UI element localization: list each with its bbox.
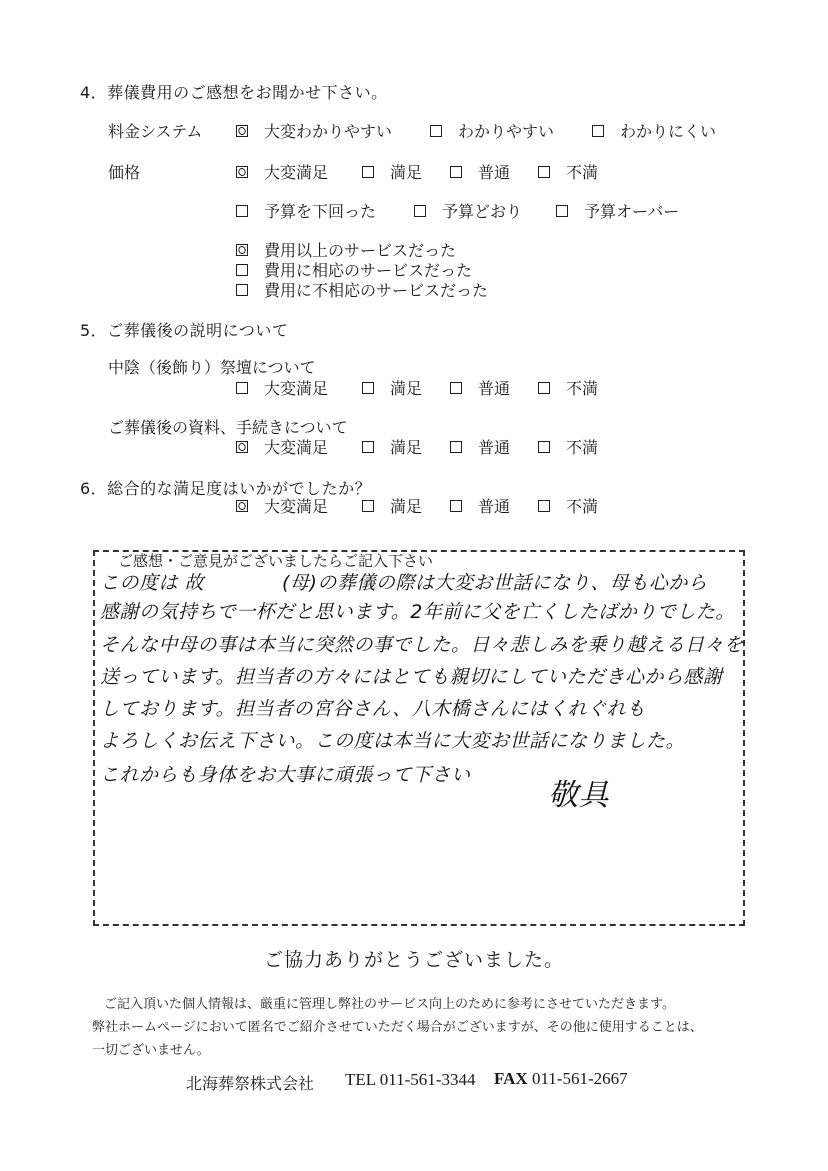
checkbox[interactable] xyxy=(362,382,374,394)
checkbox[interactable] xyxy=(236,166,248,178)
altar-label: 中陰（後飾り）祭壇について xyxy=(108,358,316,377)
checkbox[interactable] xyxy=(556,205,568,217)
fee-option-unclear[interactable]: わかりにくい xyxy=(592,119,716,142)
overall-option-very-satisfied[interactable]: 大変満足 xyxy=(236,494,328,517)
checkbox[interactable] xyxy=(236,125,248,137)
privacy-notice-line: ご記入頂いた個人情報は、厳重に管理し弊社のサービス向上のために参考にさせていただきます。 xyxy=(104,997,675,1012)
price-option-satisfied[interactable]: 満足 xyxy=(362,160,422,183)
checkbox[interactable] xyxy=(538,500,550,512)
budget-under-option[interactable]: 予算を下回った xyxy=(236,199,376,222)
overall-option-average[interactable]: 普通 xyxy=(450,494,510,517)
fee-option-clear[interactable]: わかりやすい xyxy=(430,119,554,142)
checkbox[interactable] xyxy=(450,500,462,512)
question-6-title: 6．総合的な満足度はいかがでしたか？ xyxy=(80,479,372,498)
checkbox[interactable] xyxy=(592,125,604,137)
comment-heading: ご感想・ご意見がございましたらご記入下さい xyxy=(118,552,434,570)
closing-signature: 敬具 xyxy=(548,778,609,813)
comment-line: 感謝の気持ちで一杯だと思います。2年前に父を亡くしたばかりでした。 xyxy=(100,601,735,623)
comment-line: そんな中母の事は本当に突然の事でした。日々悲しみを乗り越える日々を xyxy=(100,634,744,656)
comment-line: これからも身体をお大事に頑張って下さい xyxy=(100,764,471,786)
documents-option-very-satisfied[interactable]: 大変満足 xyxy=(236,435,328,458)
checkbox[interactable] xyxy=(236,500,248,512)
fax-label: FAX xyxy=(494,1069,528,1088)
checkbox[interactable] xyxy=(236,244,248,256)
price-option-unsatisfied[interactable]: 不満 xyxy=(538,160,598,183)
price-label: 価格 xyxy=(108,163,141,182)
checkbox[interactable] xyxy=(362,441,374,453)
checkbox[interactable] xyxy=(236,264,248,276)
checkbox[interactable] xyxy=(236,284,248,296)
fax-number: 011-561-2667 xyxy=(531,1069,628,1088)
company-fax xyxy=(494,1069,628,1089)
privacy-notice-line: 弊社ホームページにおいて匿名でご紹介させていただく場合がございますが、その他に使用することは、 xyxy=(92,1020,703,1035)
documents-label: ご葬儀後の資料、手続きについて xyxy=(108,418,348,437)
documents-option-satisfied[interactable]: 満足 xyxy=(362,435,422,458)
overall-option-unsatisfied[interactable]: 不満 xyxy=(538,494,598,517)
altar-option-satisfied[interactable]: 満足 xyxy=(362,376,422,399)
company-name: 北海葬祭株式会社 xyxy=(186,1074,315,1093)
overall-option-satisfied[interactable]: 満足 xyxy=(362,494,422,517)
checkbox[interactable] xyxy=(538,382,550,394)
company-tel: TEL 011-561-3344 xyxy=(345,1070,476,1089)
comment-line: よろしくお伝え下さい。この度は本当に大変お世話になりました。 xyxy=(100,730,686,752)
service-above-cost-option[interactable]: 費用以上のサービスだった xyxy=(236,238,456,261)
comment-line: しております。担当者の宮谷さん、八木橋さんにはくれぐれも xyxy=(100,698,646,720)
comment-line: この度は 故 (母)の葬儀の際は大変お世話になり、母も心から xyxy=(100,572,708,594)
fee-option-very-clear[interactable]: 大変わかりやすい xyxy=(236,119,392,142)
service-below-cost-option[interactable]: 費用に不相応のサービスだった xyxy=(236,278,488,301)
price-option-very-satisfied[interactable]: 大変満足 xyxy=(236,160,328,183)
checkbox[interactable] xyxy=(236,382,248,394)
checkbox[interactable] xyxy=(362,500,374,512)
altar-option-unsatisfied[interactable]: 不満 xyxy=(538,376,598,399)
comment-line: 送っています。担当者の方々にはとても親切にしていただき心から感謝 xyxy=(100,666,723,688)
altar-option-very-satisfied[interactable]: 大変満足 xyxy=(236,376,328,399)
question-4-title: 4．葬儀費用のご感想をお聞かせ下さい。 xyxy=(80,83,388,102)
checkbox[interactable] xyxy=(362,166,374,178)
documents-option-average[interactable]: 普通 xyxy=(450,435,510,458)
fee-system-label: 料金システム xyxy=(108,122,203,141)
price-option-average[interactable]: 普通 xyxy=(450,160,510,183)
question-5-title: 5．ご葬儀後の説明について xyxy=(80,321,289,340)
budget-as-planned-option[interactable]: 予算どおり xyxy=(414,199,522,222)
checkbox[interactable] xyxy=(450,441,462,453)
checkbox[interactable] xyxy=(538,166,550,178)
checkbox[interactable] xyxy=(236,205,248,217)
thanks-message: ご協力ありがとうございました。 xyxy=(264,949,565,971)
checkbox[interactable] xyxy=(450,166,462,178)
checkbox[interactable] xyxy=(430,125,442,137)
checkbox[interactable] xyxy=(538,441,550,453)
altar-option-average[interactable]: 普通 xyxy=(450,376,510,399)
privacy-notice-line: 一切ございません。 xyxy=(92,1043,210,1058)
checkbox[interactable] xyxy=(414,205,426,217)
documents-option-unsatisfied[interactable]: 不満 xyxy=(538,435,598,458)
checkbox[interactable] xyxy=(450,382,462,394)
budget-over-option[interactable]: 予算オーバー xyxy=(556,199,679,222)
checkbox[interactable] xyxy=(236,441,248,453)
service-matching-cost-option[interactable]: 費用に相応のサービスだった xyxy=(236,258,472,281)
